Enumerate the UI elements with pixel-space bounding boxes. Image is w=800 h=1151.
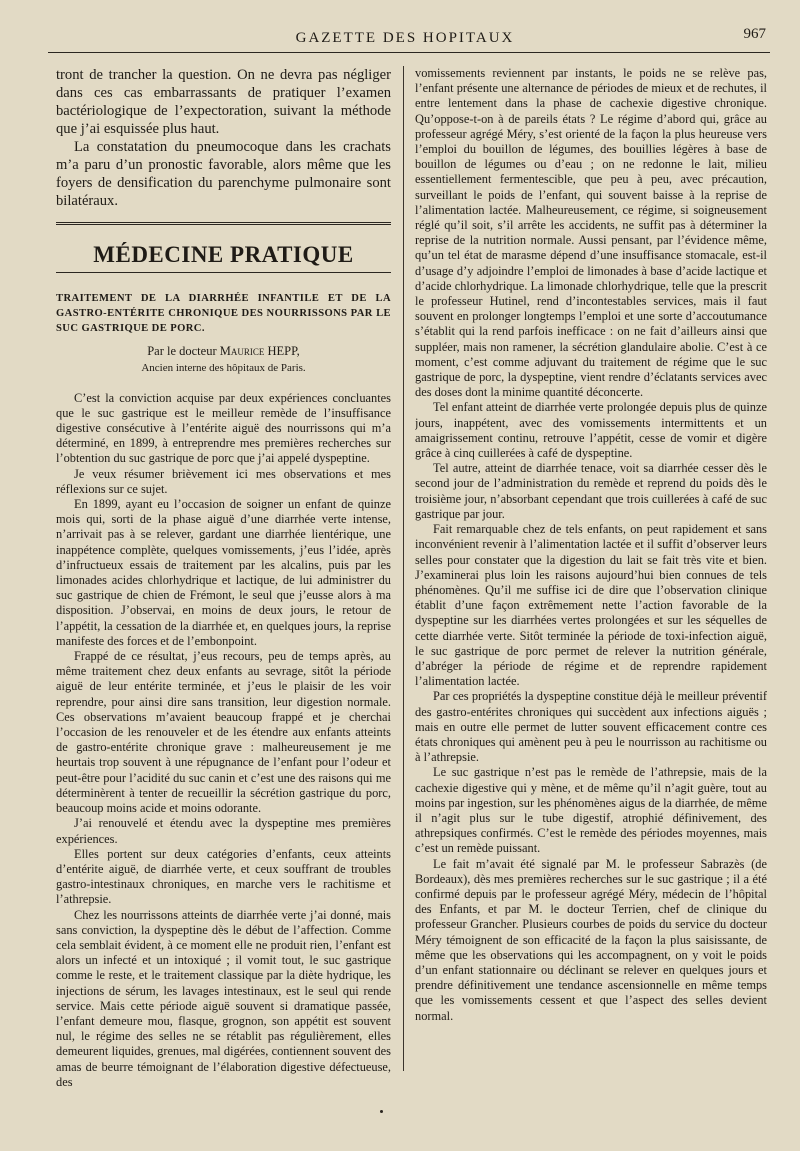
body-paragraph: Tel enfant atteint de diarrhée verte prolongée depuis plus de quinze jours, inappétent, avec des vomissements intermittents et un amaigrissement continu, retrouve l’appétit, cesse de vomir et digère grâce à cinq cuillerées à café de dyspeptine. [415,400,767,461]
body-paragraph: Par ces propriétés la dyspeptine constitue déjà le meilleur préventif des gastro-entérites chroniques qui succèdent aux infections aiguës ; mais en outre elle permet de lutter souvent efficacement contre ces états chroniques qui amènent peu à peu le nourrisson au rachitisme ou à l’athrepsie. [415,689,767,765]
body-paragraph: Le suc gastrique n’est pas le remède de l’athrepsie, mais de la cachexie digestive qui y mène, et de même qu’il n’agit guère, tout au moins par ingestion, sur les phénomènes aigus de la diarrhée, de même il n’agit plus sur le tube digestif, atrophié définivement, des athrepsiques confirmés. C’est le remède des périodes moyennes, mais c’est un remède puissant. [415,765,767,856]
ink-dot [380,1110,383,1113]
section-title: MÉDECINE PRATIQUE [93,242,354,267]
section-rule [56,272,391,273]
body-paragraph: Tel autre, atteint de diarrhée tenace, voit sa diarrhée cesser dès le second jour de l’administration du remède et reprend du poids dès le troisième jour, n’absorbant cependant que trois cuillerées à café de suc gastrique par jour. [415,461,767,521]
left-column [56,66,391,1111]
right-column [415,66,767,1111]
body-paragraph: Je veux résumer brièvement ici mes observations et mes réflexions sur ce sujet. [56,466,391,496]
header-rule [48,52,770,53]
page-number: 967 [743,26,766,42]
page-header [40,24,770,54]
author-name: Maurice HEPP, [219,344,300,359]
body-paragraph: J’ai renouvelé et étendu avec la dyspeptine mes premières expériences. [56,816,391,846]
intro-paragraph: La constatation du pneumocoque dans les crachats m’a paru d’un pronostic favorable, alors même que les foyers de densification du parenchyme pulmonaire sont bilatéraux. [56,139,391,209]
body-paragraph: Le fait m’avait été signalé par M. le professeur Sabrazès (de Bordeaux), dès mes premières recherches sur le suc gastrique ; il a été confirmé depuis par le professeur agrégé Méry, médecin de l’hôpital des Enfants, et par M. le docteur Terrien, chef de clinique du professeur Grancher. Plusieurs courbes de poids du service du docteur Méry témoignent de son efficacité de la façon la plus saisissante, de même que les observations qui les accompagnent, on y voit le poids d’un enfant stationnaire ou déclinant se relever en quelques jours et prendre définitivement une tendance ascensionnelle en même temps que les vomissements cessent et que l’aspect des selles devient normal. [415,856,767,1023]
body-paragraph: Chez les nourrissons atteints de diarrhée verte j’ai donné, mais sans conviction, la dyspeptine dès le début de l’affection. Comme cela semblait évident, à ce moment elle ne produit rien, l’enfant est alors un infecté et un intoxiqué ; il vomit tout, le suc gastrique comme le reste, et le traitement classique par la diète hydrique, les injections de sérum, les lavages intestinaux, est le seul qui rende service. Mais cette période aiguë souvent si dramatique passée, l’enfant demeure mou, flasque, grognon, son appétit est souvent nul, le régime des selles ne se rétablit pas régulièrement, elles demeurent liquides, grenues, mal digérées, contiennent souvent des amas de beurre témoignant de l’élaboration digestive défectueuse, des [56,907,391,1089]
column-divider [403,66,404,1071]
byline [56,344,391,359]
publication-title: GAZETTE DES HOPITAUX [295,30,515,46]
intro-paragraph: tront de trancher la question. On ne devra pas négliger dans ces cas embarrassants de pratiquer l’examen bactériologique de l’expectoration, suivant la méthode que j’ai esquissée plus haut. [56,67,391,137]
body-paragraph: C’est la conviction acquise par deux expériences concluantes que le suc gastrique est le meilleur remède de l’insuffisance digestive consécutive à l’entérite aiguë des nourrissons qui m’a déterminé, en 1899, à entreprendre mes premières recherches sur l’obtention du suc gastrique de porc que j’ai appelé dyspeptine. [56,390,391,466]
author-affiliation: Ancien interne des hôpitaux de Paris. [141,362,306,375]
article-title: TRAITEMENT DE LA DIARRHÉE INFANTILE ET DE LA GASTRO-ENTÉRITE CHRONIQUE DES NOURRISSONS PAR LE SUC GASTRIQUE DE PORC. [56,293,391,335]
body-paragraph: En 1899, ayant eu l’occasion de soigner un enfant de quinze mois qui, sorti de la phase aiguë d’une diarrhée verte intense, n’arrivait pas à se relever, gardant une diarrhée lientérique, une inappétence complète, quelques vomissements, j’eus l’idée, après d’infructueux essais de traitement par les alcalins, puis par les limonades acides chlorhydrique et lactique, de lui administrer du suc gastrique de chien de Frémont, le seul que j’eusse alors à ma disposition. J’observai, en moins de deux jours, le retour de l’appétit, la cessation de la diarrhée et, en quelques jours, la reprise manifeste des forces et de l’embonpoint. [56,497,391,648]
byline-prefix: Par le docteur [147,344,217,359]
section-rule [56,222,391,229]
body-paragraph: Frappé de ce résultat, j’eus recours, peu de temps après, au même traitement chez deux enfants au sevrage, sitôt la période aiguë de leur entérite terminée, et j’eus le plaisir de les voir reprendre, pour ainsi dire sans transition, leur digestion normale. Ces observations m’avaient beaucoup frappé et je cherchai l’occasion de les renouveler et de les étendre aux enfants atteints de gastro-entérite chronique grave : malheureusement je me heurtais trop souvent à une répugnance de l’enfant pour l’odeur et peut-être pour l’acidité du suc canin et c’est une des raisons qui me déterminèrent à tenter de recueillir la sécrétion gastrique du porc, beaucoup moins acide et moins odorante. [56,649,391,816]
body-paragraph: Fait remarquable chez de tels enfants, on peut rapidement et sans inconvénient revenir à l’alimentation lactée et il suffit d’observer leurs selles pour constater que la digestion du lait se fait très vite et bien. J’examinerai plus loin les raisons aujourd’hui bien connues de tels phénomènes. Qu’il me suffise ici de dire que l’observation clinique établit d’une façon extrêmement nette l’action favorable de la dyspeptine sur les diarrhées vertes prolongées et sur les séquelles de cette diarrhée verte. Sitôt terminée la période de toxi-infection aiguë, le suc gastrique de porc permet de relever la nutrition générale, d’abréger la période de régime et de reprendre rapidement l’alimentation lactée. [415,522,767,689]
body-paragraph: Elles portent sur deux catégories d’enfants, ceux atteints d’entérite aiguë, de diarrhée verte, et ceux souffrant de troubles gastro-intestinaux chroniques, en marche vers le rachitisme et l’athrepsie. [56,846,391,907]
body-paragraph: vomissements reviennent par instants, le poids ne se relève pas, l’enfant présente une alternance de périodes de mieux et de rechutes, il entre lentement dans la phase de cachexie digestive chronique. Qu’oppose-t-on à de pareils états ? Le régime d’abord qui, grâce au professeur agrégé Méry, s’est orienté de la façon la plus heureuse vers l’emploi du bouillon de légumes, des bouillies légères à base de bouillon de légumes ou d’eau ; on ne redonne le lait, milieu essentiellement fermentescible, que peu à peu, avec précaution, surveillant le poids de l’enfant, qui souvent baisse à la reprise de l’alimentation lactée. Malheureusement, ce régime, si soigneusement réglé qu’il soit, s’il arrête les accidents, ne suffit pas à déterminer la reprise de la nutrition normale. Aussi pensant, par l’évidence même, qu’un tel état de marasme dépend d’une insuffisance stomacale, est-il d’usage d’y adjoindre l’emploi de limonades à base d’acide lactique et d’acide chlorhydrique. La limonade chlorhydrique, telle que la prescrit le professeur Hutinel, rend d’incontestables services, mais il faut souvent en prolonger longtemps l’emploi et une sorte d’accoutumance s’établit qui la rend parfois inefficace : on ne fait d’ailleurs ainsi que suppléer, mais non ramener, la sécrétion glandulaire abolie. C’est à ce moment, c’est comme adjuvant du traitement de régime que le suc gastrique de porc, la dyspeptine, vient rendre d’éclatants services avec des doses dont la minime quantité déconcerte. [415,66,767,400]
